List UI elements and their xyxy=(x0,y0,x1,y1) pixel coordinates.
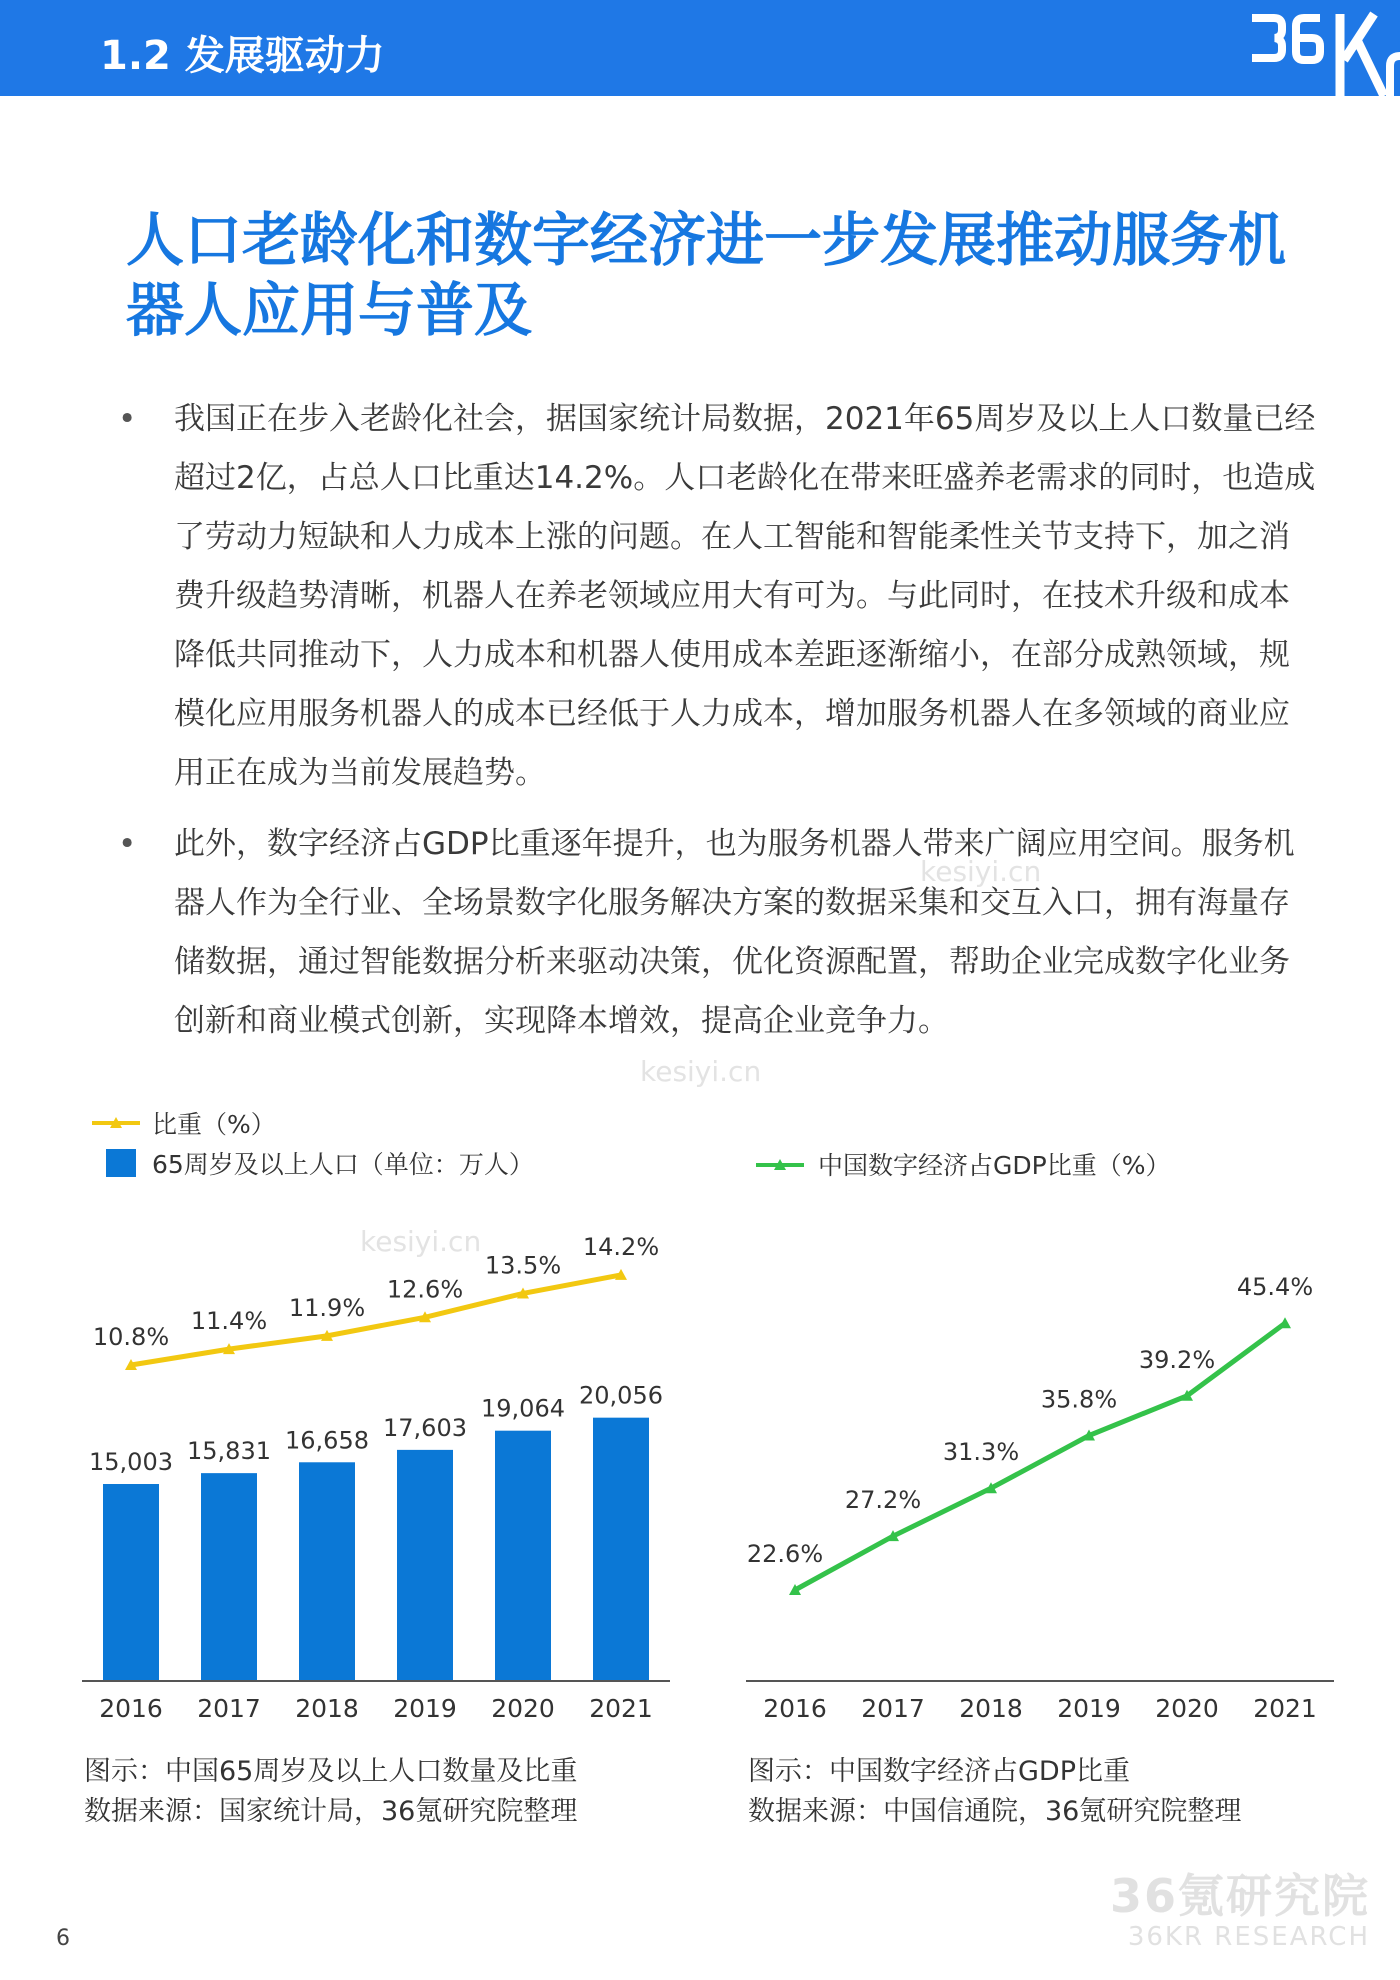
line-data-label: 35.8% xyxy=(1040,1385,1118,1414)
x-tick-label: 2019 xyxy=(393,1694,457,1723)
brand-logo xyxy=(1220,0,1400,96)
chart1-caption-source: 数据来源：国家统计局，36氪研究院整理 xyxy=(84,1796,578,1827)
legend-bar-swatch xyxy=(106,1149,136,1177)
chart2-caption-title: 图示：中国数字经济占GDP比重 xyxy=(748,1756,1130,1787)
watermark: kesiyi.cn xyxy=(360,1225,482,1258)
bar-data-label: 20,056 xyxy=(579,1381,663,1410)
bullet-list xyxy=(118,390,1318,1063)
x-tick-label: 2019 xyxy=(1057,1694,1121,1723)
x-tick-label: 2021 xyxy=(589,1694,653,1723)
bullet-item xyxy=(118,815,1318,1051)
line-data-label: 27.2% xyxy=(844,1486,922,1515)
bar xyxy=(397,1450,453,1681)
line-data-label: 45.4% xyxy=(1236,1273,1314,1302)
bar xyxy=(201,1473,257,1681)
line-data-label: 22.6% xyxy=(746,1540,824,1568)
chart2-caption-source: 数据来源：中国信通院，36氪研究院整理 xyxy=(748,1796,1242,1827)
line-data-label: 10.8% xyxy=(92,1323,170,1351)
x-tick-label: 2020 xyxy=(1155,1694,1219,1723)
bullet-marker: • xyxy=(118,826,137,862)
elderly-population-chart xyxy=(0,1095,700,1735)
watermark: kesiyi.cn xyxy=(920,855,1042,888)
bullet-text: 此外，数字经济占GDP比重逐年提升，也为服务机器人带来广阔应用空间。服务机器人作为全行业、全场景数字化服务解决方案的数据采集和交互入口，拥有海量存储数据，通过智能数据分析来驱动决策，优化资源配置，帮助企业完成数字化业务创新和商业模式创新，实现降本增效，提高企业竞争力。 xyxy=(174,826,1295,1039)
line-data-label: 14.2% xyxy=(582,1232,660,1261)
page-number: 6 xyxy=(56,1926,70,1951)
x-tick-label: 2020 xyxy=(491,1694,555,1723)
footer-brand xyxy=(1110,1870,1370,1952)
section-title: 1.2 发展驱动力 xyxy=(100,33,385,79)
chart1-svg xyxy=(0,1095,700,1735)
chart1-caption-title: 图示：中国65周岁及以上人口数量及比重 xyxy=(84,1756,578,1787)
bar-data-label: 15,831 xyxy=(187,1437,271,1466)
x-tick-label: 2017 xyxy=(861,1694,925,1723)
bar xyxy=(103,1484,159,1681)
bar-data-label: 19,064 xyxy=(481,1394,565,1423)
footer-brand-cn: 36氪研究院 xyxy=(1109,1869,1370,1923)
bullet-marker: • xyxy=(118,401,137,437)
footer-brand-en: 36KR RESEARCH xyxy=(1127,1922,1370,1952)
bar xyxy=(495,1431,551,1681)
line-point xyxy=(1279,1317,1291,1328)
x-tick-label: 2018 xyxy=(959,1694,1023,1723)
chart2-caption xyxy=(748,1752,1241,1832)
watermark: kesiyi.cn xyxy=(640,1055,762,1088)
bullet-text: 我国正在步入老龄化社会，据国家统计局数据，2021年65周岁及以上人口数量已经超过2亿，占总人口比重达14.2%。人口老龄化在带来旺盛养老需求的同时，也造成了劳动力短缺和人力成本上涨的问题。在人工智能和智能柔性关节支持下，加之消费升级趋势清晰，机器人在养老领域应用大有可为。与此同时，在技术升级和成本降低共同推动下，人力成本和机器人使用成本差距逐渐缩小，在部分成熟领域，规模化应用服务机器人的成本已经低于人力成本，增加服务机器人在多领域的商业应用正在成为当前发展趋势。 xyxy=(174,401,1316,791)
legend-line-label: 中国数字经济占GDP比重（%） xyxy=(818,1151,1171,1180)
bar xyxy=(593,1418,649,1681)
bullet-item xyxy=(118,390,1318,803)
bar-data-label: 16,658 xyxy=(285,1426,369,1455)
line-data-label: 11.4% xyxy=(190,1307,268,1336)
bar xyxy=(299,1462,355,1681)
headline: 人口老龄化和数字经济进一步发展推动服务机器人应用与普及 xyxy=(126,206,1287,344)
x-tick-label: 2018 xyxy=(295,1694,359,1723)
chart1-caption xyxy=(84,1752,577,1832)
legend-bar-label: 65周岁及以上人口（单位：万人） xyxy=(152,1150,534,1179)
x-tick-label: 2021 xyxy=(1253,1694,1317,1723)
bar-data-label: 15,003 xyxy=(89,1448,173,1477)
x-tick-label: 2017 xyxy=(197,1694,261,1723)
x-tick-label: 2016 xyxy=(763,1694,827,1723)
line-data-label: 12.6% xyxy=(386,1275,464,1304)
digital-economy-chart xyxy=(700,1095,1400,1735)
x-tick-label: 2016 xyxy=(99,1694,163,1723)
bar-data-label: 17,603 xyxy=(383,1413,467,1442)
line-data-label: 11.9% xyxy=(288,1293,366,1322)
legend-line-label: 比重（%） xyxy=(152,1110,276,1139)
line-data-label: 13.5% xyxy=(484,1251,562,1280)
line-data-label: 31.3% xyxy=(942,1438,1020,1467)
chart2-svg xyxy=(700,1095,1400,1735)
line-data-label: 39.2% xyxy=(1138,1345,1216,1374)
